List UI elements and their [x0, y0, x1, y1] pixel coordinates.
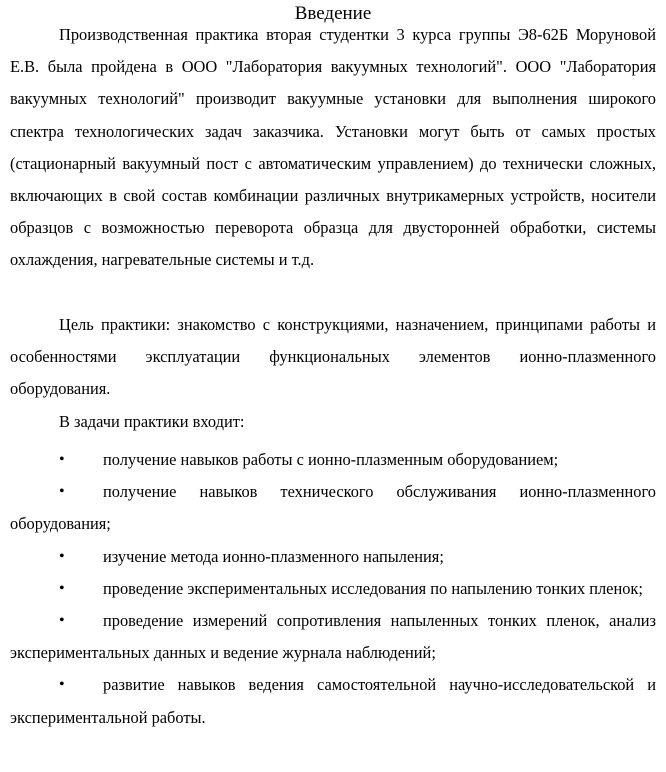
list-item-text: изучение метода ионно-плазменного напыления; — [103, 546, 444, 566]
list-item — [0, 541, 666, 573]
bullet-dot-icon: • — [59, 579, 65, 597]
bullet-dot-icon: • — [59, 451, 65, 468]
bullet-dot-icon: • — [59, 483, 65, 501]
tasks-list — [0, 444, 666, 734]
document-title: Введение — [294, 3, 372, 24]
bullet-dot-icon: • — [59, 612, 65, 630]
list-item — [0, 573, 666, 605]
bullet-dot-icon: • — [59, 547, 65, 565]
list-item-text: проведение экспериментальных исследования по напылению тонких пленок; — [103, 578, 643, 598]
goal-paragraph: Цель практики: знакомство с конструкциями, назначением, принципами работы и особенностями эксплуатации функциональных элементов ионно-плазменного оборудования. — [10, 315, 656, 399]
list-item — [0, 605, 666, 669]
list-item — [0, 476, 666, 540]
list-item-text: получение навыков технического обслуживания ионно-плазменного оборудования; — [10, 482, 656, 534]
list-item-text: развитие навыков ведения самостоятельной научно-исследовательской и экспериментальной работы. — [10, 675, 656, 727]
list-item-text: получение навыков работы с ионно-плазменным оборудованием; — [103, 450, 559, 469]
tasks-intro-paragraph: В задачи практики входит: — [59, 412, 245, 431]
list-item — [0, 669, 666, 733]
list-item — [0, 444, 666, 476]
bullet-dot-icon: • — [59, 676, 65, 694]
list-item-text: проведение измерений сопротивления напыленных тонких пленок, анализ экспериментальных данных и ведение журнала наблюдений; — [10, 611, 656, 663]
intro-paragraph: Производственная практика вторая студентки 3 курса группы Э8-62Б Моруновой Е.В. была пройдена в ООО "Лаборатория вакуумных технологий". ООО "Лаборатория вакуумных технологий" производит вакуумные установки для выполнения широкого спектра технологических задач заказчика. Установки могут быть от самых простых (стационарный вакуумный пост с автоматическим управлением) до технически сложных, включающих в свой состав комбинации различных внутрикамерных устройств, носители образцов с возможностью переворота образца для двусторонней обработки, системы охлаждения, нагревательные системы и т.д. — [10, 25, 656, 270]
